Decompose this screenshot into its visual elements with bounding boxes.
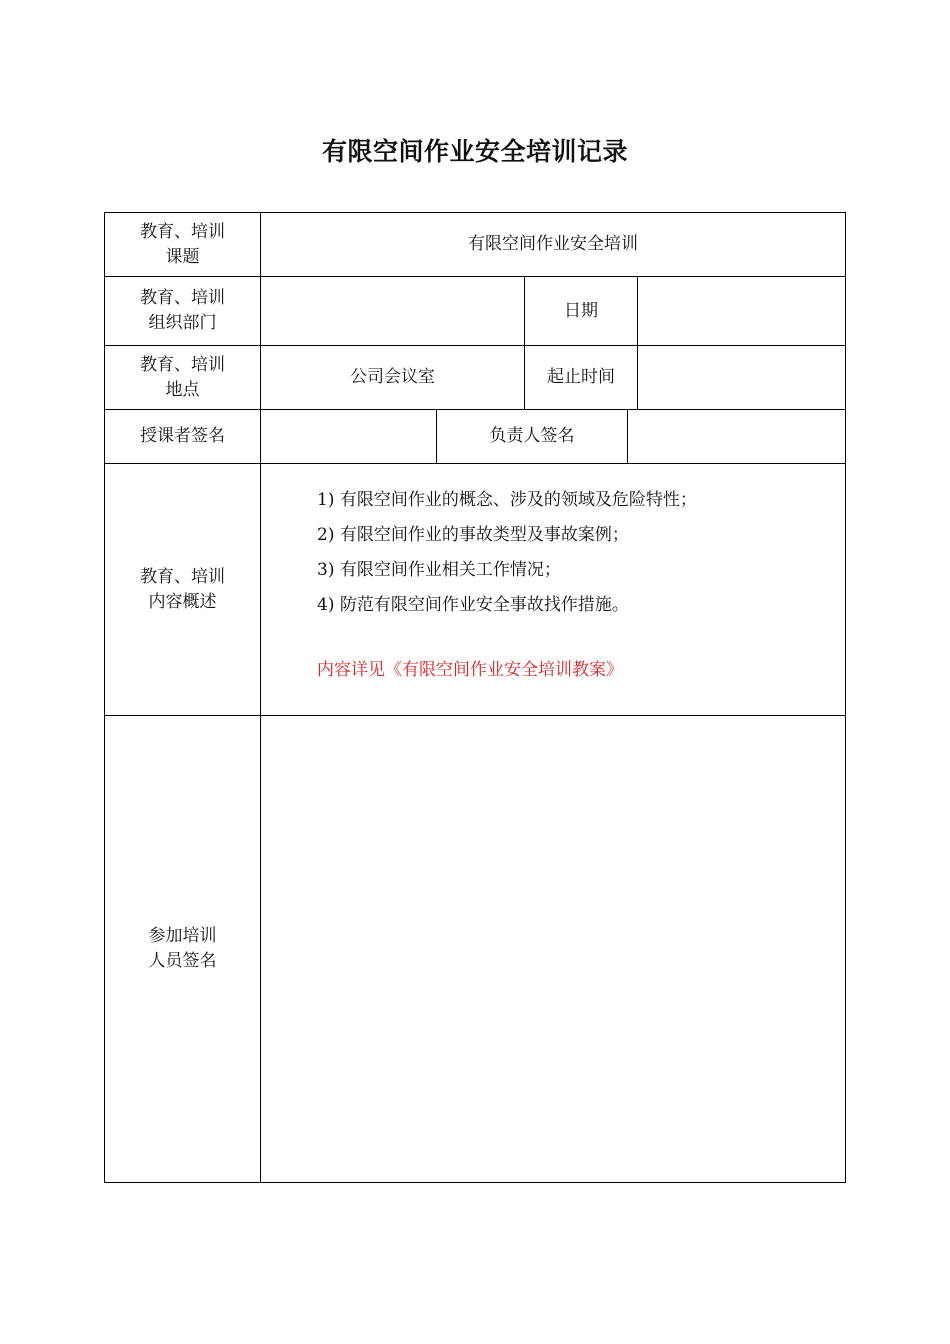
attendees-label: 参加培训 人员签名 — [148, 926, 217, 971]
manager-signature-value[interactable] — [628, 410, 845, 463]
department-label: 教育、培训 组织部门 — [140, 288, 225, 333]
time-value[interactable] — [638, 346, 845, 409]
date-label: 日期 — [564, 300, 598, 321]
training-record-form — [104, 212, 846, 1183]
content-label: 教育、培训 内容概述 — [140, 566, 225, 612]
content-list — [317, 483, 697, 623]
attendees-signature-area[interactable] — [261, 716, 845, 1182]
content-item-4: 4) 防范有限空间作业安全事故找作措施。 — [317, 595, 629, 615]
content-item-1: 1) 有限空间作业的概念、涉及的领域及危险特性； — [317, 490, 697, 510]
location-label: 教育、培训 地点 — [140, 354, 225, 400]
trainer-signature-value[interactable] — [261, 410, 436, 463]
lesson-plan-note: 内容详见《有限空间作业安全培训教案》 — [317, 660, 623, 680]
manager-signature-label: 负责人签名 — [489, 426, 575, 446]
document-title: 有限空间作业安全培训记录 — [321, 137, 628, 166]
location-value[interactable]: 公司会议室 — [350, 367, 435, 387]
date-value[interactable] — [638, 277, 845, 345]
topic-label: 教育、培训 课题 — [140, 221, 225, 267]
time-label: 起止时间 — [547, 367, 615, 387]
trainer-signature-label: 授课者签名 — [140, 426, 225, 446]
topic-value[interactable]: 有限空间作业安全培训 — [468, 234, 638, 254]
content-item-2: 2) 有限空间作业的事故类型及事故案例； — [317, 525, 629, 545]
content-item-3: 3) 有限空间作业相关工作情况； — [317, 560, 561, 580]
department-value[interactable] — [261, 277, 524, 345]
